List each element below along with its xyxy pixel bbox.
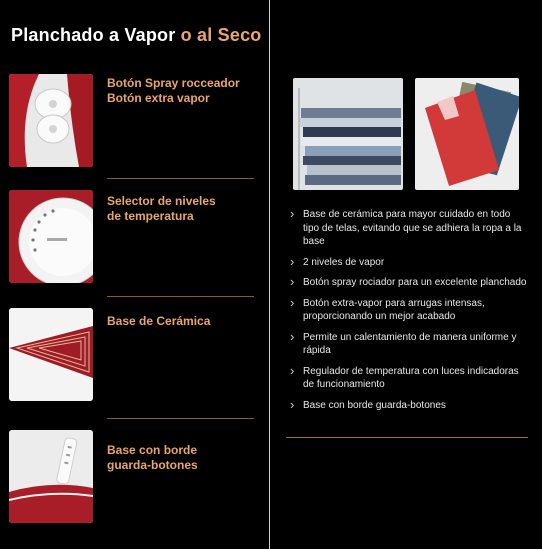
- bullets-divider: [286, 437, 528, 438]
- list-item: › Botón spray rociador para un excelente planchado: [288, 276, 528, 290]
- ceramic-soleplate-icon: [9, 308, 93, 401]
- temperature-dial-icon: [9, 190, 93, 283]
- feature-label-guard: Base con borde guarda-botones: [107, 443, 198, 472]
- feature-label-spray: Botón Spray rocceador Botón extra vapor: [107, 76, 240, 105]
- feature-label-temperature: Selector de niveles de temperatura: [107, 194, 216, 223]
- feature-divider-2: [107, 296, 254, 297]
- folded-shirts-icon: [415, 78, 519, 190]
- spray-button-icon: [9, 74, 93, 167]
- hanging-shirts-icon: [293, 78, 403, 190]
- title-main: Planchado a Vapor: [11, 25, 176, 45]
- page-title: [11, 25, 262, 46]
- feature-image-spray: [9, 74, 93, 167]
- list-item: › 2 niveles de vapor: [288, 256, 528, 270]
- feature-image-ceramic: [9, 308, 93, 401]
- list-item: › Base de cerámica para mayor cuidado en todo tipo de telas, evitando que se adhiera la ropa a la base: [288, 208, 528, 249]
- features-bullet-list: [288, 208, 528, 419]
- list-item: › Regulador de temperatura con luces indicadoras de funcionamiento: [288, 365, 528, 392]
- title-accent: o al Seco: [180, 25, 262, 45]
- feature-label-ceramic: Base de Cerámica: [107, 314, 211, 328]
- feature-divider-1: [107, 178, 254, 179]
- feature-divider-3: [107, 418, 254, 419]
- vertical-divider: [269, 0, 270, 549]
- button-guard-edge-icon: [9, 430, 93, 523]
- list-item: › Botón extra-vapor para arrugas intensas, proporcionando un mejor acabado: [288, 297, 528, 324]
- list-item: › Permite un calentamiento de manera uniforme y rápida: [288, 331, 528, 358]
- list-item: › Base con borde guarda-botones: [288, 399, 528, 413]
- photo-hanging-shirts: [293, 78, 403, 190]
- feature-image-guard: [9, 430, 93, 523]
- photo-folded-shirts: [415, 78, 519, 190]
- feature-image-temperature: [9, 190, 93, 283]
